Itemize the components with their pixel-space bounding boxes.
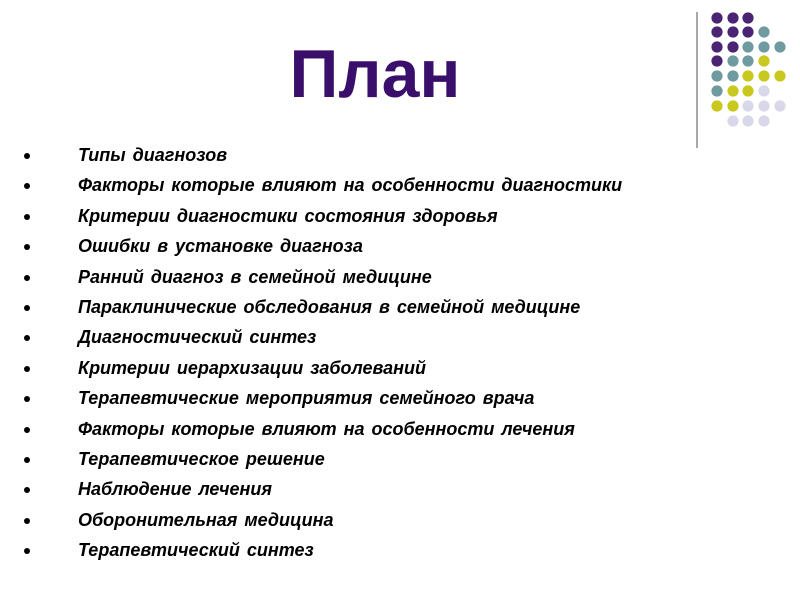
- bullet-item: [0, 262, 800, 292]
- bullet-dot-icon: [24, 305, 30, 311]
- decorative-dot: [727, 70, 738, 81]
- decorative-dot: [758, 85, 769, 96]
- decorative-dot: [711, 70, 722, 81]
- bullet-text: Ошибки в установке диагноза: [78, 236, 363, 257]
- bullet-text: Критерии иерархизации заболеваний: [78, 357, 427, 378]
- decorative-dot: [774, 70, 785, 81]
- decorative-dot: [758, 41, 769, 52]
- decorative-dot: [758, 26, 769, 37]
- decorative-dot: [758, 70, 769, 81]
- bullet-dot-icon: [24, 548, 30, 554]
- bullet-item: [0, 170, 800, 200]
- bullet-item: [0, 140, 800, 170]
- bullet-item: [0, 322, 800, 352]
- decorative-dot: [727, 85, 738, 96]
- bullet-item: [0, 231, 800, 261]
- bullet-item: [0, 383, 800, 413]
- bullet-text: Типы диагнозов: [78, 145, 228, 165]
- decorative-dot: [711, 100, 722, 111]
- bullet-dot-icon: [24, 153, 30, 159]
- bullet-dot-icon: [24, 335, 30, 341]
- bullet-text: Оборонительная медицина: [78, 509, 334, 530]
- bullet-dot-icon: [24, 427, 30, 433]
- bullet-item: [0, 535, 800, 565]
- bullet-item: [0, 444, 800, 474]
- decorative-dot: [758, 100, 769, 111]
- decorative-dot: [774, 41, 785, 52]
- decorative-dot: [711, 41, 722, 52]
- slide-title: План: [289, 36, 461, 112]
- decorative-dot: [727, 12, 738, 23]
- bullet-text: Наблюдение лечения: [78, 479, 272, 500]
- decorative-dot: [742, 26, 753, 37]
- bullet-dot-icon: [24, 183, 30, 189]
- bullet-text: Факторы которые влияют на особенности диагностики: [78, 175, 623, 196]
- decorative-dot: [727, 115, 738, 126]
- decorative-dot: [742, 55, 753, 66]
- bullet-dot-icon: [24, 396, 30, 402]
- decorative-dot: [727, 26, 738, 37]
- decorative-dot: [727, 100, 738, 111]
- bullet-item: [0, 353, 800, 383]
- bullet-item: [0, 474, 800, 504]
- bullet-text: Параклинические обследования в семейной медицине: [78, 296, 581, 317]
- bullet-text: Ранний диагноз в семейной медицине: [78, 266, 432, 287]
- bullet-dot-icon: [24, 214, 30, 220]
- decorative-dot: [742, 100, 753, 111]
- decorative-dot: [742, 85, 753, 96]
- bullet-dot-icon: [24, 457, 30, 463]
- bullet-item: [0, 505, 800, 535]
- bullet-dot-icon: [24, 487, 30, 493]
- decorative-dot: [727, 55, 738, 66]
- decorative-dot: [711, 55, 722, 66]
- bullet-text: Диагностический синтез: [78, 327, 317, 348]
- decorative-dot: [742, 70, 753, 81]
- bullet-text: Факторы которые влияют на особенности лечения: [78, 418, 575, 439]
- decorative-dot: [742, 12, 753, 23]
- bullet-item: [0, 414, 800, 444]
- bullet-dot-icon: [24, 244, 30, 250]
- bullet-dot-icon: [24, 366, 30, 372]
- decorative-dot: [742, 41, 753, 52]
- decorative-dot: [758, 115, 769, 126]
- decorative-dot: [727, 41, 738, 52]
- bullet-text: Терапевтическое решение: [78, 448, 325, 469]
- bullet-list: [0, 140, 800, 565]
- vertical-divider: [696, 12, 698, 148]
- decorative-dot: [711, 26, 722, 37]
- bullet-dot-icon: [24, 518, 30, 524]
- bullet-dot-icon: [24, 275, 30, 281]
- decorative-dot: [758, 55, 769, 66]
- bullet-item: [0, 292, 800, 322]
- bullet-text: Критерии диагностики состояния здоровья: [78, 205, 498, 226]
- bullet-text: Терапевтический синтез: [78, 540, 314, 561]
- decorative-dot: [711, 12, 722, 23]
- bullet-item: [0, 201, 800, 231]
- decorative-dot: [711, 85, 722, 96]
- decorative-dot: [742, 115, 753, 126]
- bullet-text: Терапевтические мероприятия семейного врача: [78, 388, 535, 409]
- decorative-dot: [774, 100, 785, 111]
